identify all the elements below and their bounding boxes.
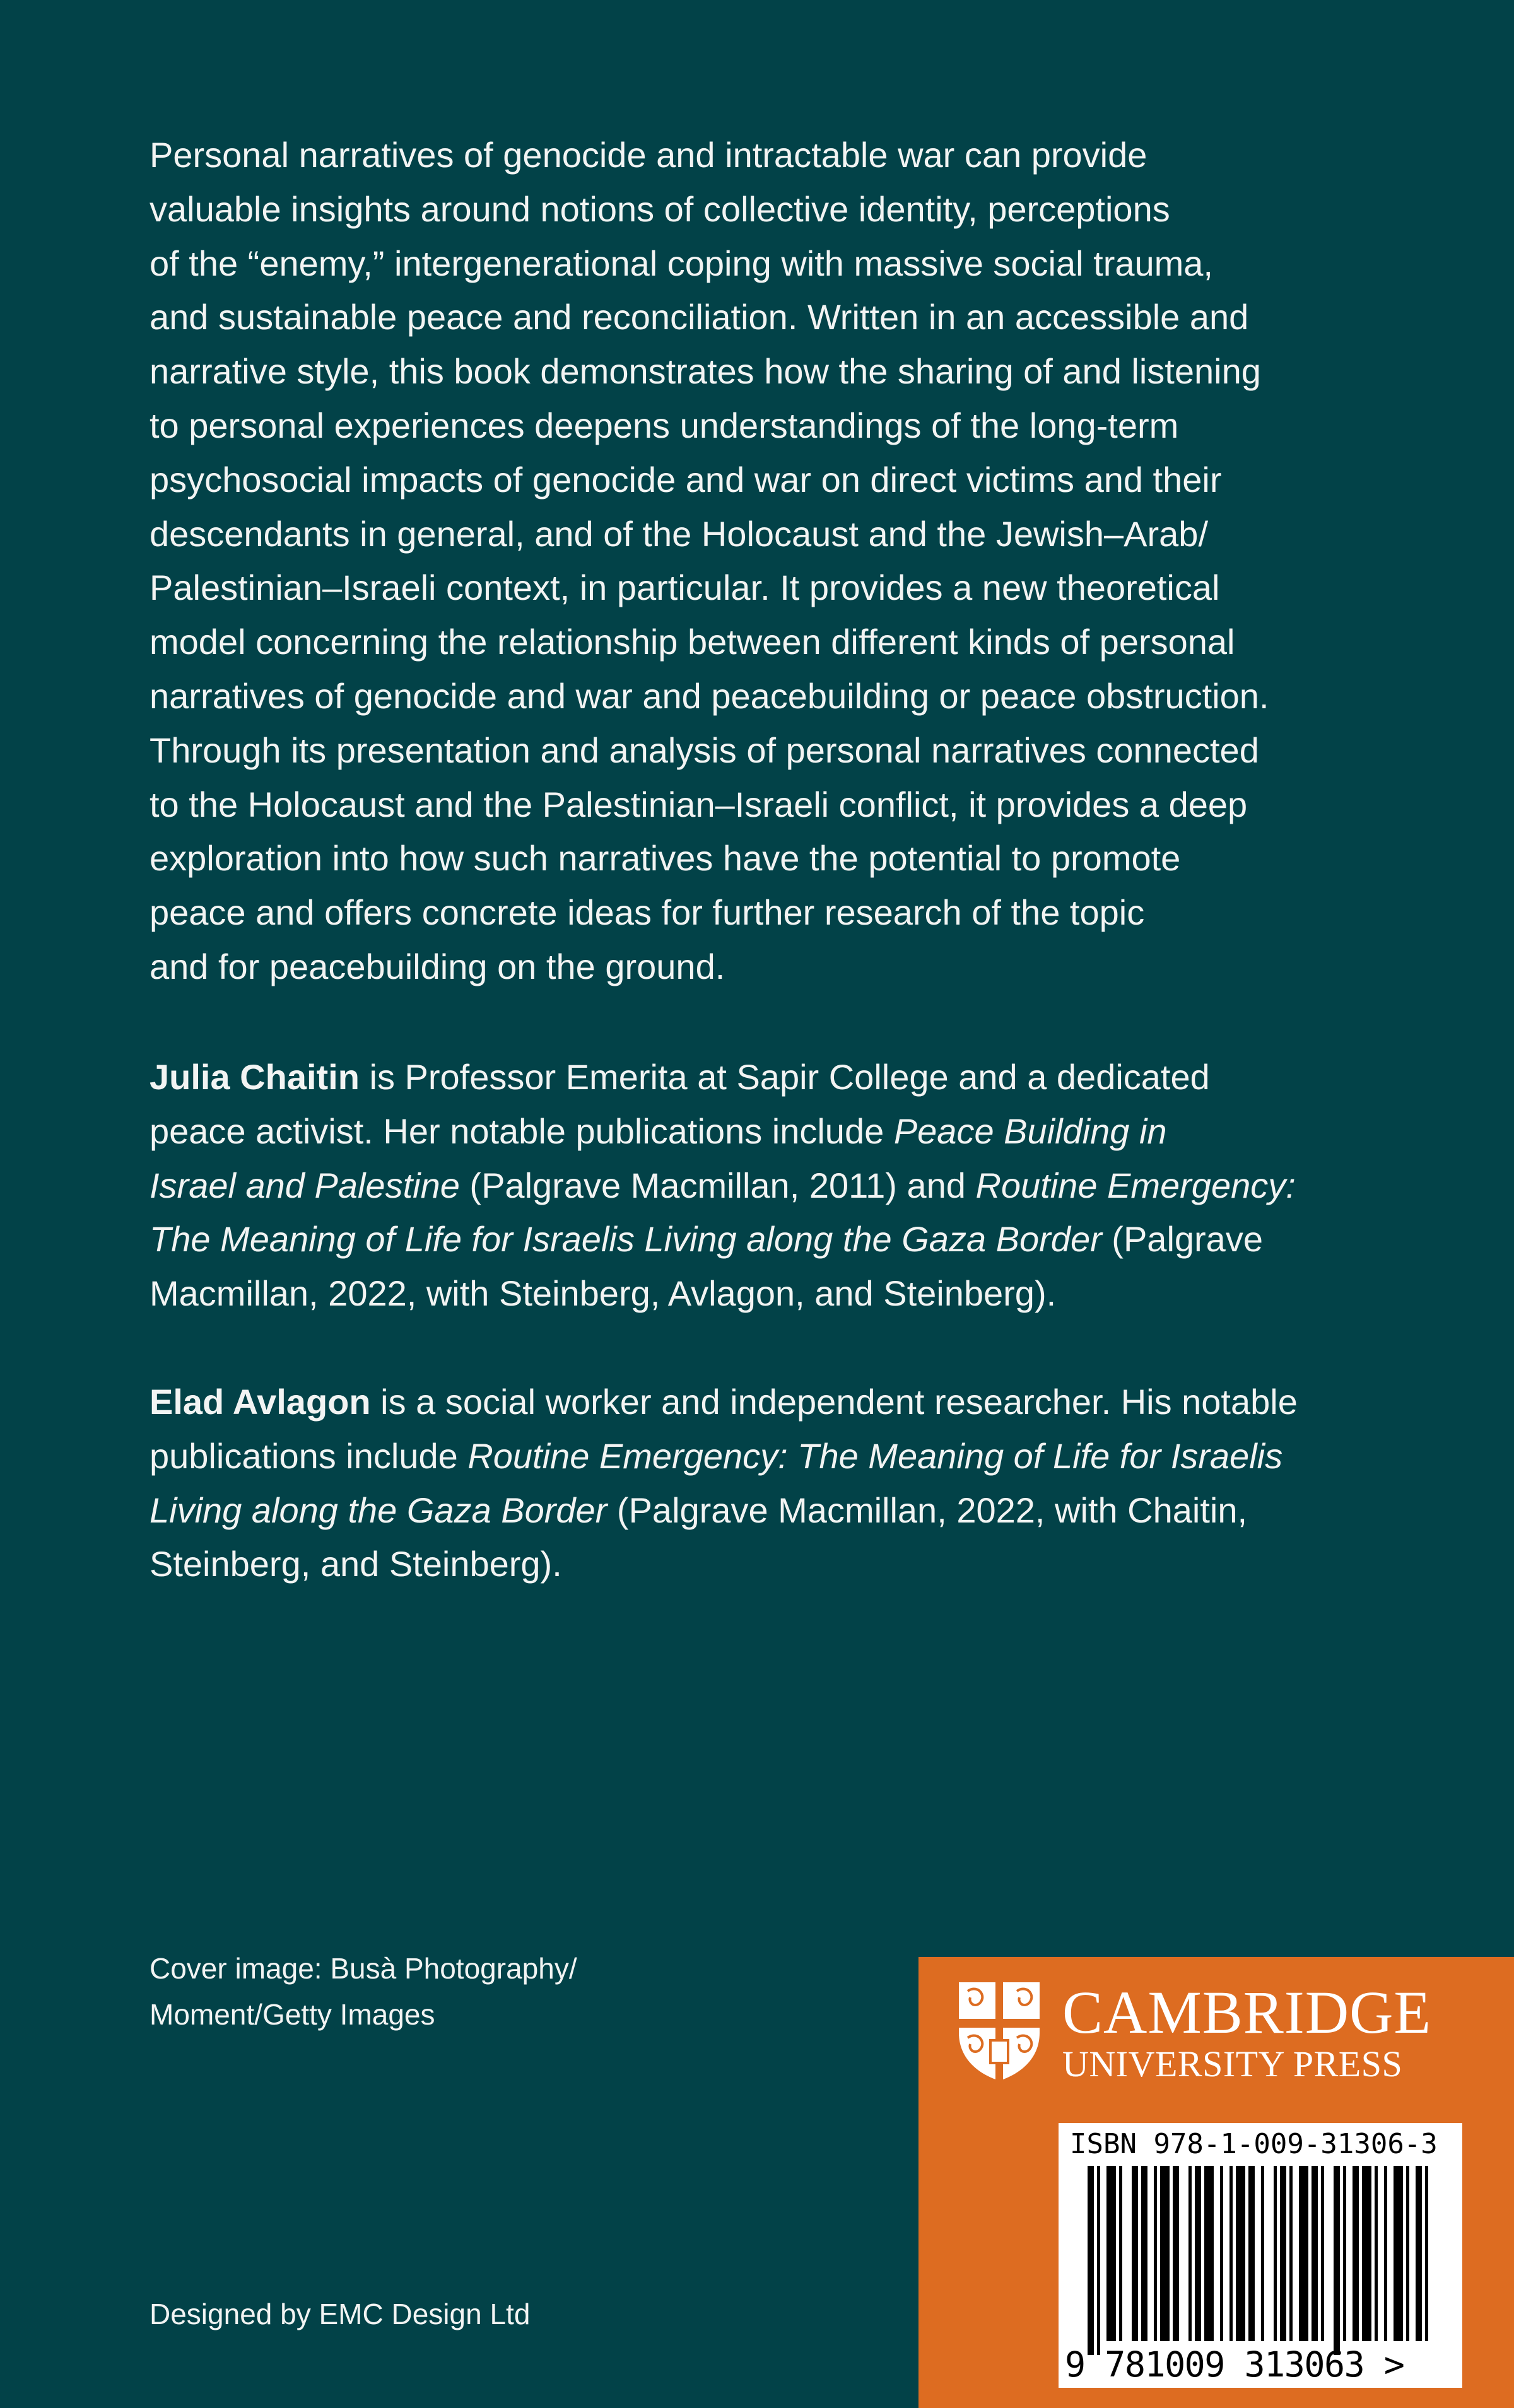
credit-line: Cover image: Busà Photography/: [150, 1952, 577, 1985]
bio-text: is a social worker and independent researcher. His notable: [370, 1382, 1298, 1422]
blurb-line: and for peacebuilding on the ground.: [150, 946, 725, 986]
blurb-line: descendants in general, and of the Holocaust and the Jewish–Arab/: [150, 513, 1209, 554]
bio-text: Steinberg, and Steinberg).: [150, 1544, 562, 1584]
publisher-panel: [918, 1957, 1514, 2408]
blurb-line: of the “enemy,” intergenerational coping with massive social trauma,: [150, 243, 1213, 283]
cover-image-credit: [150, 1946, 577, 2038]
blurb-line: to personal experiences deepens understandings of the long-term: [150, 405, 1179, 445]
author-bio-chaitin: [150, 1050, 1411, 1321]
blurb-line: narrative style, this book demonstrates how the sharing of and listening: [150, 351, 1261, 392]
blurb-line: and sustainable peace and reconciliation. Written in an accessible and: [150, 297, 1249, 337]
publisher-name-line1: CAMBRIDGE: [1062, 1978, 1432, 2046]
author-name: Julia Chaitin: [150, 1057, 360, 1097]
bio-text: publications include: [150, 1435, 468, 1476]
bio-text: (Palgrave Macmillan, 2011) and: [459, 1165, 976, 1205]
blurb-line: exploration into how such narratives have the potential to promote: [150, 838, 1181, 879]
author-name: Elad Avlagon: [150, 1382, 371, 1422]
bio-text: (Palgrave Macmillan, 2022, with Chaitin,: [607, 1490, 1248, 1530]
blurb-line: peace and offers concrete ideas for further research of the topic: [150, 892, 1145, 933]
publisher-name-line2: UNIVERSITY PRESS: [1062, 2043, 1403, 2084]
publisher-logo-text: [1062, 1978, 1504, 2084]
book-title: Routine Emergency:: [975, 1165, 1296, 1205]
blurb-line: narratives of genocide and war and peacebuilding or peace obstruction.: [150, 675, 1269, 716]
blurb-line: psychosocial impacts of genocide and war on direct victims and their: [150, 459, 1222, 500]
bio-text: Macmillan, 2022, with Steinberg, Avlagon, and Steinberg).: [150, 1273, 1057, 1314]
blurb-line: Palestinian–Israeli context, in particular. It provides a new theoretical: [150, 568, 1220, 608]
book-title: Routine Emergency: The Meaning of Life for Israelis: [467, 1435, 1283, 1476]
bio-text: is Professor Emerita at Sapir College and a dedicated: [359, 1057, 1210, 1097]
book-title: Israel and Palestine: [150, 1165, 460, 1205]
university-crest-icon: [956, 1980, 1042, 2083]
isbn-label: ISBN 978-1-009-31306-3: [1070, 2128, 1438, 2160]
blurb-text: [150, 128, 1411, 994]
credit-line: Moment/Getty Images: [150, 1998, 435, 2031]
book-title: Living along the Gaza Border: [150, 1490, 607, 1530]
bio-text: peace activist. Her notable publications include: [150, 1111, 894, 1151]
designer-credit: Designed by EMC Design Ltd: [150, 2298, 531, 2330]
blurb-line: valuable insights around notions of collective identity, perceptions: [150, 189, 1170, 229]
bio-text: (Palgrave: [1101, 1219, 1263, 1260]
blurb-line: Personal narratives of genocide and intractable war can provide: [150, 135, 1147, 175]
author-bio-avlagon: [150, 1375, 1411, 1591]
book-title: The Meaning of Life for Israelis Living along the Gaza Border: [150, 1219, 1102, 1260]
blurb-line: model concerning the relationship between different kinds of personal: [150, 622, 1235, 662]
blurb-line: to the Holocaust and the Palestinian–Israeli conflict, it provides a deep: [150, 784, 1248, 824]
book-title: Peace Building in: [893, 1111, 1167, 1151]
isbn-digits: 9 781009 313063 >: [1065, 2344, 1404, 2385]
isbn-barcode: [1059, 2123, 1462, 2388]
blurb-line: Through its presentation and analysis of personal narratives connected: [150, 730, 1259, 770]
